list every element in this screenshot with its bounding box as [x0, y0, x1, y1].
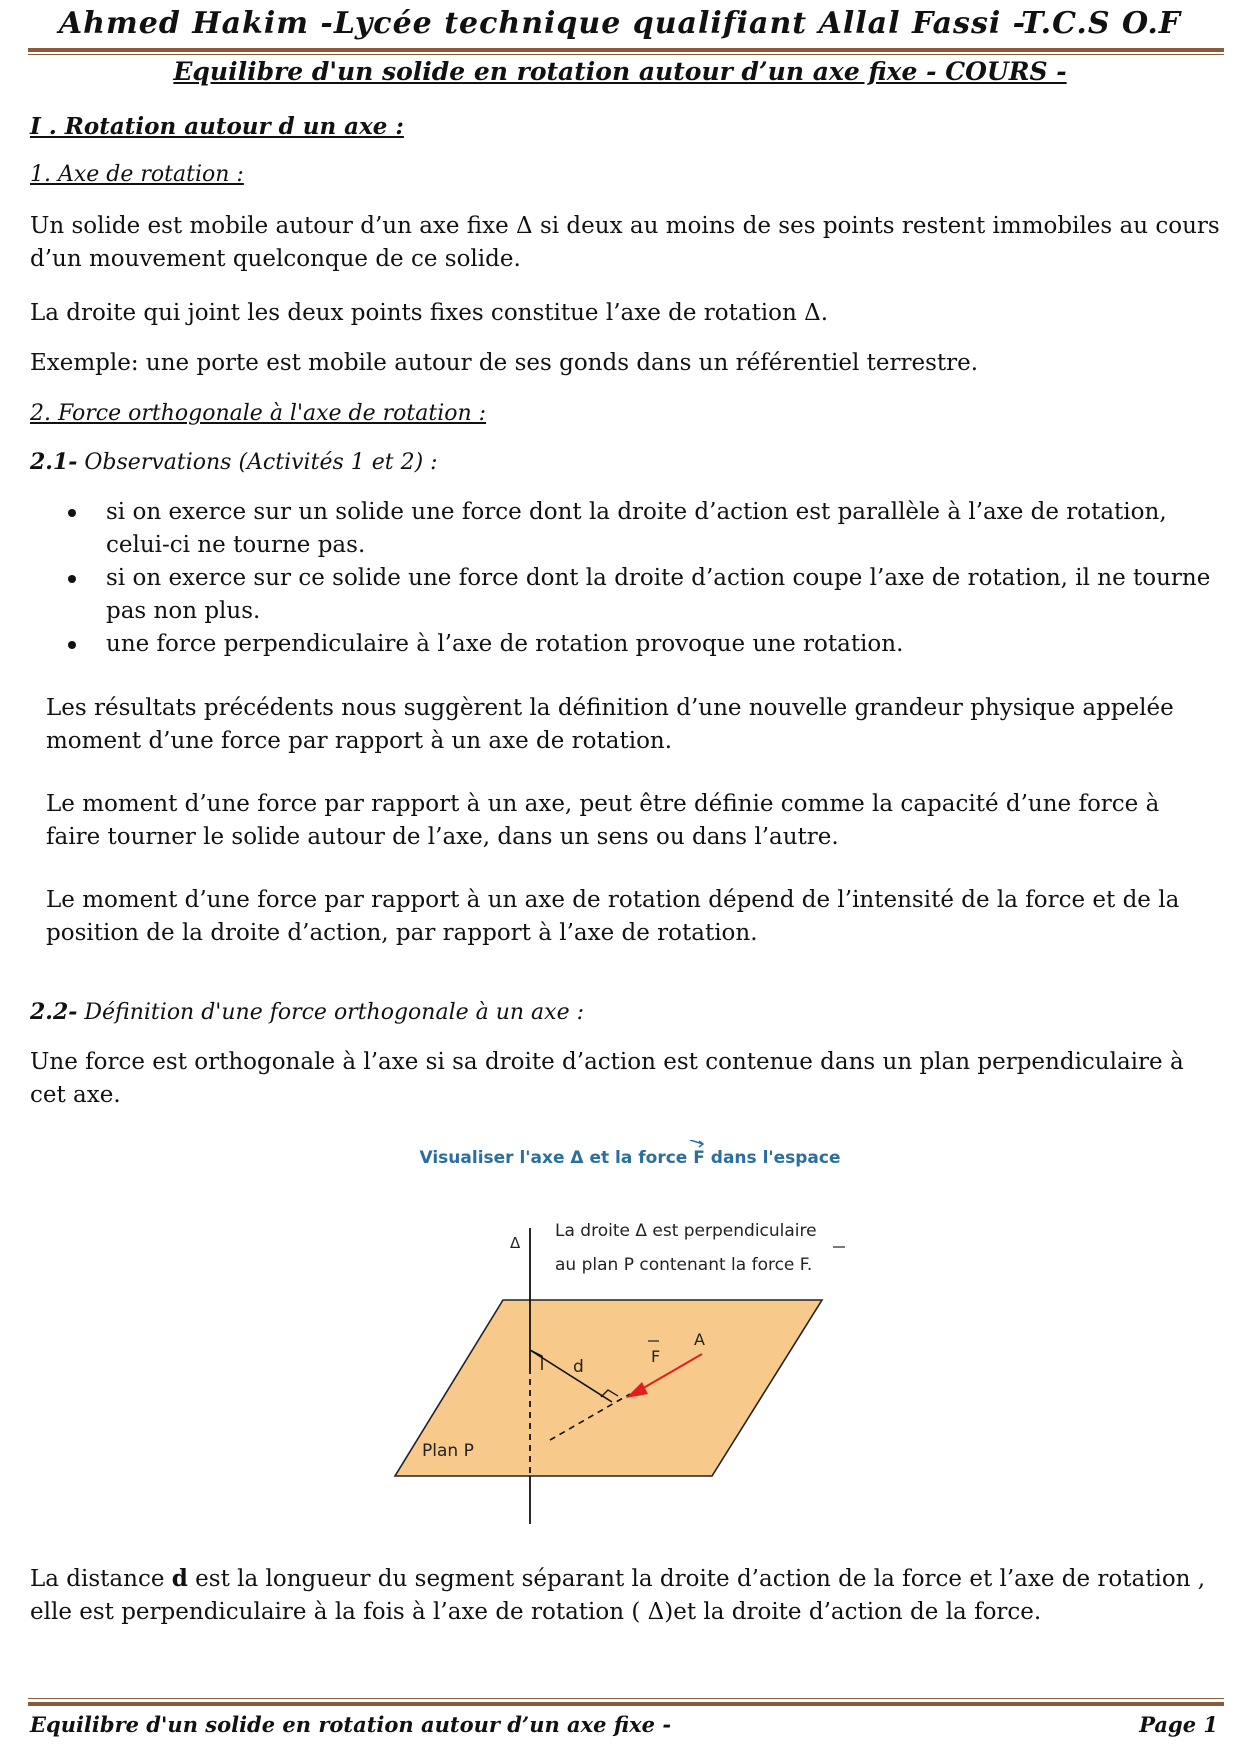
footer-title: Equilibre d'un solide en rotation autour d’un axe fixe -: [30, 1712, 672, 1737]
document-subtitle: Equilibre d'un solide en rotation autour d’un axe fixe - COURS -: [173, 57, 1067, 86]
subsection-2-heading: 2. Force orthogonale à l'axe de rotation :: [30, 401, 487, 426]
figure-note-line1: La droite Δ est perpendiculaire: [555, 1221, 817, 1241]
distance-d-bold: d: [171, 1565, 188, 1592]
bullet-icon: [68, 641, 76, 649]
text-fragment: La distance: [30, 1566, 172, 1592]
paragraph-axis-definition: [30, 210, 1220, 276]
paragraph-results: [46, 692, 1220, 758]
point-label: A: [694, 1330, 705, 1349]
subsection-2-2-heading: [30, 996, 1220, 1029]
list-item-text: si on exerce sur un solide une force dont la droite d’action est parallèle à l’axe de rotation, celui-ci ne tourne pas.: [106, 499, 1167, 558]
paragraph-text: La droite qui joint les deux points fixes constitue l’axe de rotation Δ.: [30, 300, 829, 326]
paragraph-text: Le moment d’une force par rapport à un axe, peut être définie comme la capacité d’une force à faire tourner le solide autour de l’axe, dans un sens ou dans l’autre.: [46, 791, 1160, 850]
paragraph-text: Exemple: une porte est mobile autour de ses gonds dans un référentiel terrestre.: [30, 350, 979, 376]
axis-force-figure: [390, 1140, 870, 1530]
paragraph-text: Un solide est mobile autour d’un axe fixe Δ si deux au moins de ses points restent immobiles au cours d’un mouvement quelconque de ce solide.: [30, 213, 1220, 272]
section-1-heading: I . Rotation autour d un axe :: [30, 113, 404, 140]
footer-rule-thick: [28, 1702, 1224, 1706]
text-fragment: est la longueur du segment séparant la droite d’action de la force et l’axe de rotation , elle est perpendiculaire à la fois à l’axe de rotation ( Δ)et la droite d’action de la force.: [30, 1566, 1206, 1625]
paragraph-axis-line: [30, 297, 1220, 330]
subsection-2-1-heading: [30, 446, 1220, 479]
subsection-1-heading: 1. Axe de rotation :: [30, 162, 244, 187]
axis-label: Δ: [510, 1234, 521, 1252]
page-number: Page 1: [1139, 1712, 1218, 1737]
header-title: Ahmed Hakim -Lycée technique qualifiant Allal Fassi -T.C.S O.F: [58, 6, 1182, 41]
paragraph-moment-dependence: [46, 884, 1220, 950]
subsection-title: Observations (Activités 1 et 2) :: [77, 450, 438, 475]
figure-note-line2: au plan P contenant la force F.: [555, 1255, 813, 1275]
paragraph-text: Le moment d’une force par rapport à un axe de rotation dépend de l’intensité de la force et de la position de la droite d’action, par rapport à l’axe de rotation.: [46, 887, 1180, 946]
paragraph-text: Les résultats précédents nous suggèrent la définition d’une nouvelle grandeur physique appelée moment d’une force par rapport à un axe de rotation.: [46, 695, 1174, 754]
subsection-number: 2.1-: [30, 449, 78, 475]
header-rule-thin: [28, 54, 1224, 55]
list-item-text: si on exerce sur ce solide une force dont la droite d’action coupe l’axe de rotation, il ne tourne pas non plus.: [106, 565, 1211, 624]
list-item: [60, 628, 1220, 661]
bullet-icon: [68, 509, 76, 517]
paragraph-text: [30, 1562, 1220, 1629]
footer-rule-thin: [28, 1698, 1224, 1699]
list-item-text: une force perpendiculaire à l’axe de rotation provoque une rotation.: [106, 631, 904, 657]
header-rule-thick: [28, 48, 1224, 52]
force-label: F: [651, 1347, 661, 1366]
paragraph-orthogonal-definition: [30, 1046, 1220, 1112]
distance-label: d: [573, 1357, 584, 1377]
list-item: [60, 562, 1220, 628]
figure-caption: Visualiser l'axe Δ et la force F dans l'espace: [419, 1148, 841, 1168]
paragraph-distance-d: [30, 1562, 1220, 1629]
paragraph-example: [30, 347, 1220, 380]
subsection-title: Définition d'une force orthogonale à un axe :: [77, 1000, 585, 1025]
plane-label: Plan P: [422, 1441, 474, 1461]
list-item: [60, 496, 1220, 562]
subsection-number: 2.2-: [30, 999, 78, 1025]
paragraph-moment-definition: [46, 788, 1220, 854]
bullet-icon: [68, 575, 76, 583]
paragraph-text: Une force est orthogonale à l’axe si sa droite d’action est contenue dans un plan perpendiculaire à cet axe.: [30, 1049, 1184, 1108]
observations-list: [60, 496, 1220, 661]
